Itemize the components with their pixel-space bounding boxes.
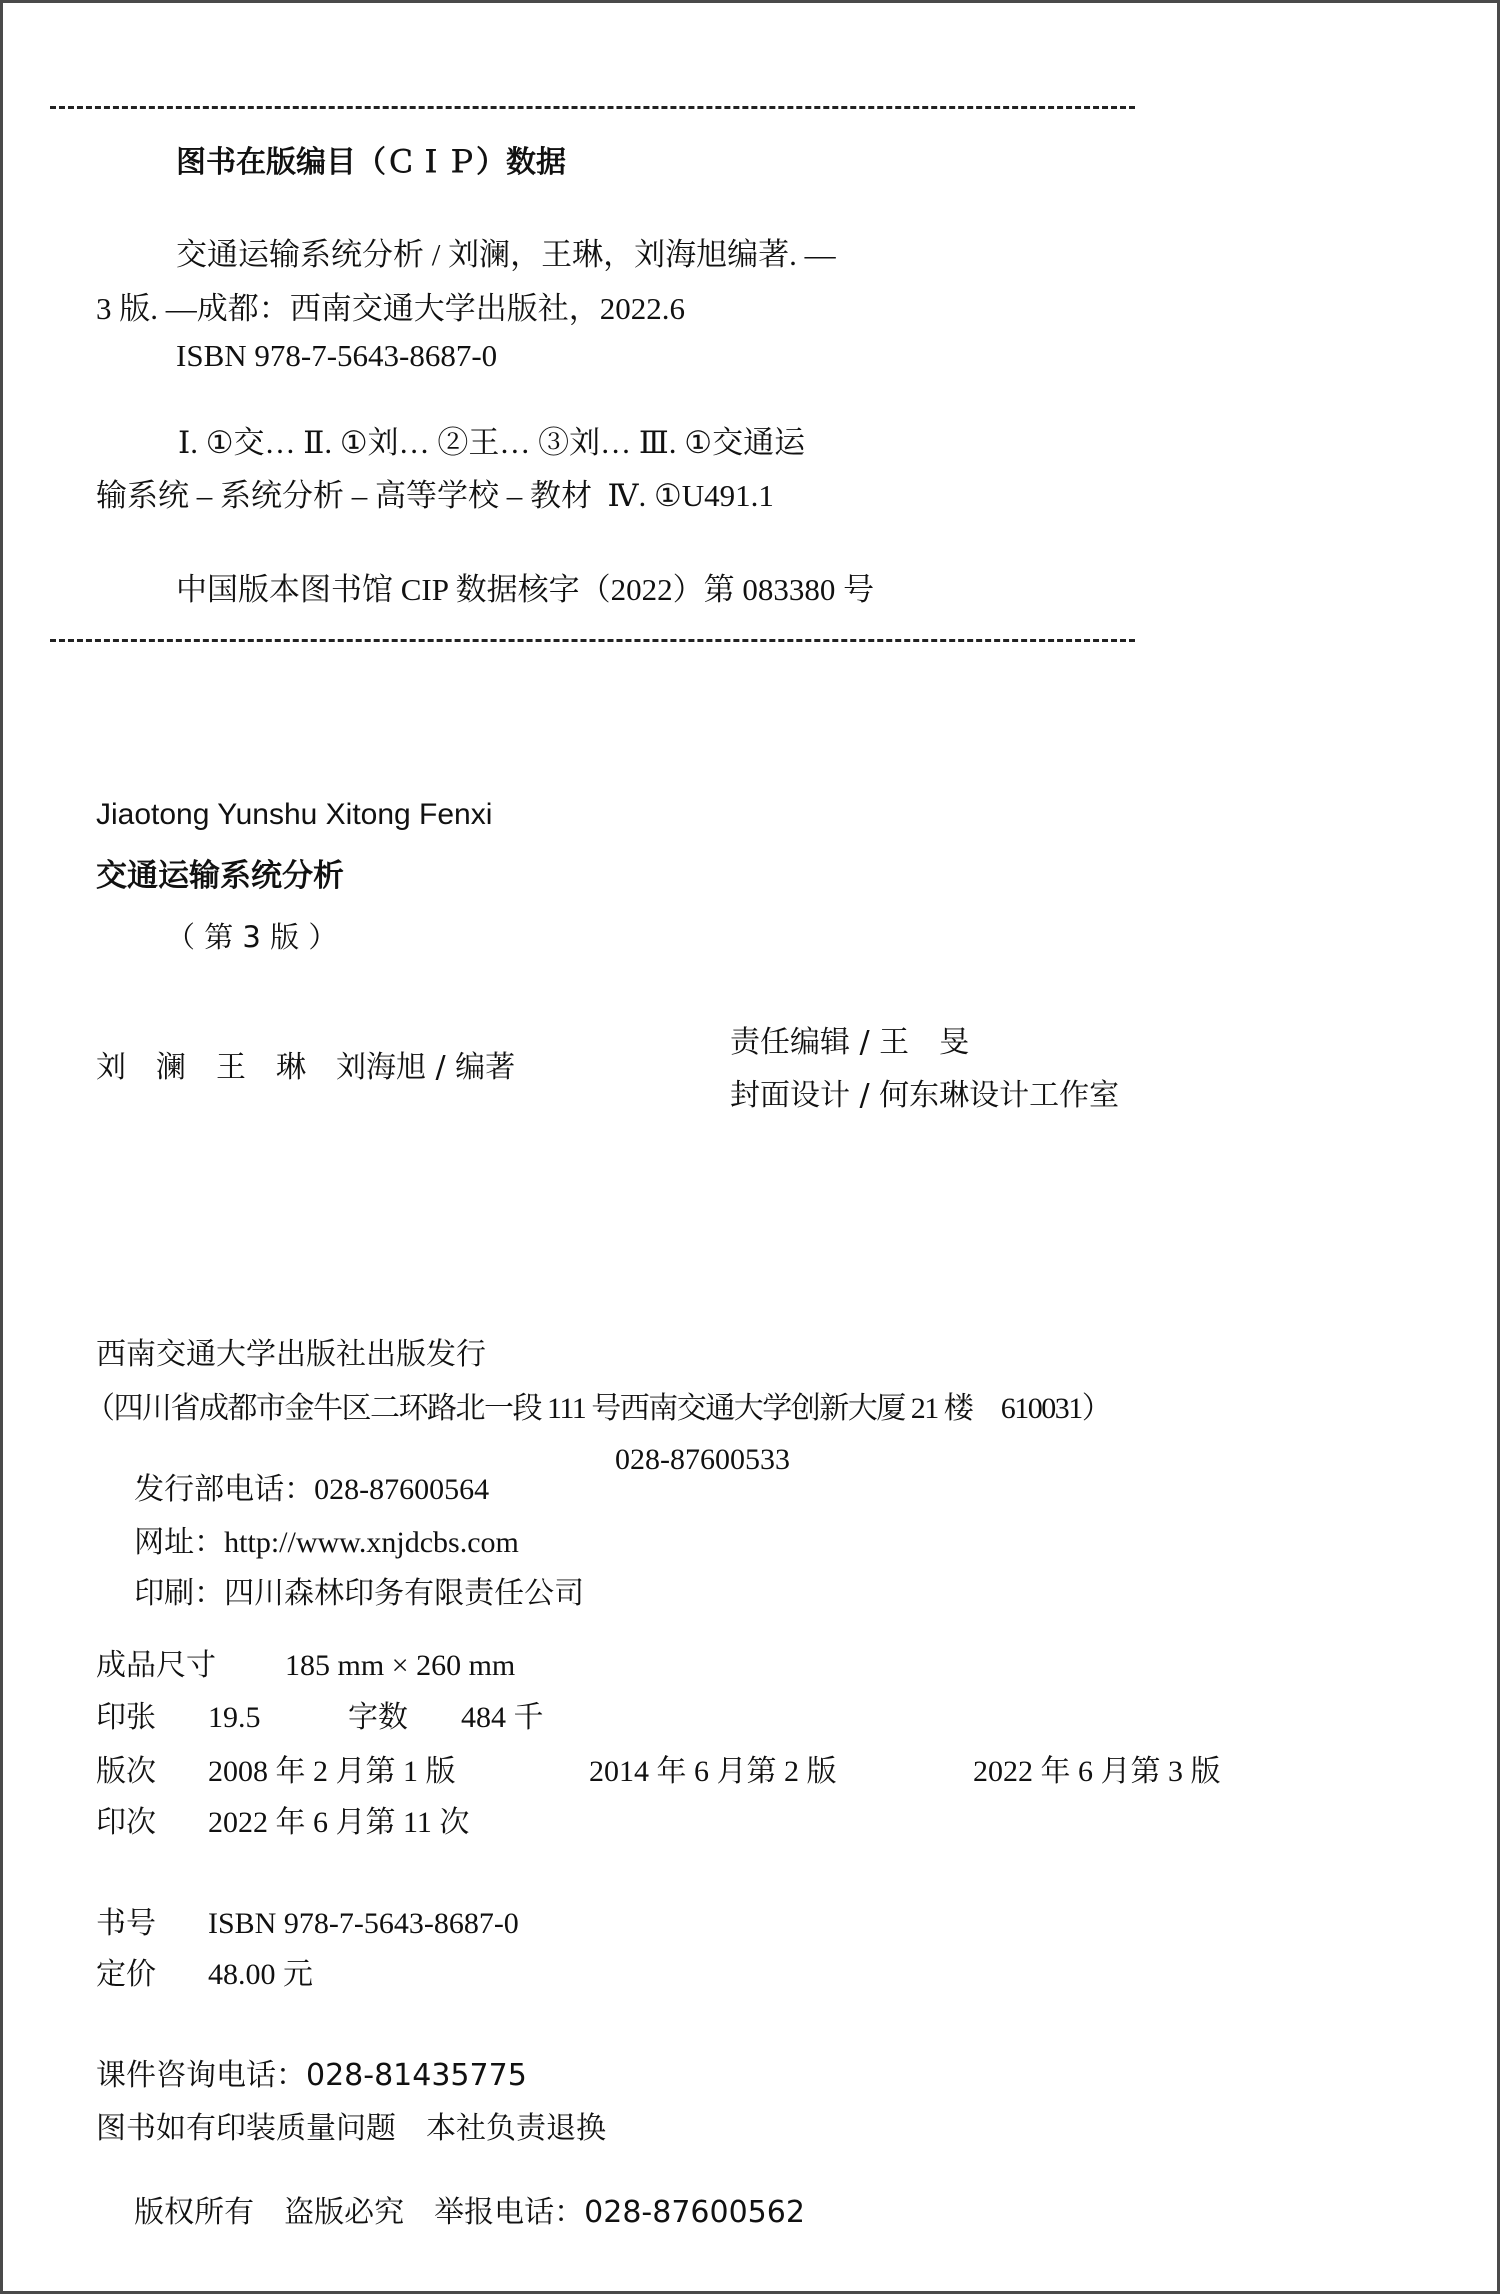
copyright-row xyxy=(96,2168,805,2258)
printing-value: 2022 年 6 月第 11 次 xyxy=(208,1806,470,1839)
website-label: 网址： xyxy=(134,1525,225,1560)
edition-2: 2014 年 6 月第 2 版 xyxy=(589,1755,837,1788)
cip-line-1: 交通运输系统分析 / 刘澜，王琳，刘海旭编著. — xyxy=(176,237,836,272)
phone-label: 发行部电话： xyxy=(134,1472,315,1507)
cip-subject-line-1: Ⅰ. ①交… Ⅱ. ①刘… ②王… ③刘… Ⅲ. ①交通运 xyxy=(178,425,806,460)
size-label: 成品尺寸 xyxy=(96,1648,216,1683)
copyright-notice: 版权所有 盗版必究 xyxy=(134,2195,405,2230)
phone-number-2: 028-87600533 xyxy=(615,1443,790,1476)
authors: 刘 澜 王 琳 刘海旭 / 编著 xyxy=(96,1050,516,1085)
sheets-value: 19.5 xyxy=(208,1701,261,1734)
book-title: 交通运输系统分析 xyxy=(96,858,344,894)
size-value: 185 mm × 260 mm xyxy=(285,1649,516,1682)
isbn-value: ISBN 978-7-5643-8687-0 xyxy=(208,1907,519,1940)
report-phone: 举报电话：028-87600562 xyxy=(434,2195,805,2230)
cip-heading: 图书在版编目（ＣＩＰ）数据 xyxy=(176,145,566,180)
printer-label: 印刷： xyxy=(134,1576,225,1611)
sheets-label: 印张 xyxy=(96,1700,156,1735)
words-label: 字数 xyxy=(348,1700,408,1735)
cip-line-2: 3 版. —成都：西南交通大学出版社，2022.6 xyxy=(96,291,685,326)
cip-isbn: ISBN 978-7-5643-8687-0 xyxy=(176,338,498,373)
bottom-dashed-divider xyxy=(50,639,1135,642)
publisher-name: 西南交通大学出版社出版发行 xyxy=(96,1337,486,1372)
pinyin-title: Jiaotong Yunshu Xitong Fenxi xyxy=(96,798,493,831)
website-link[interactable]: http://www.xnjdcbs.com xyxy=(224,1526,519,1559)
edition-3: 2022 年 6 月第 3 版 xyxy=(973,1755,1221,1788)
top-dashed-divider xyxy=(50,106,1135,109)
responsible-editor: 责任编辑 / 王 旻 xyxy=(730,1025,970,1060)
price-label: 定价 xyxy=(96,1957,156,1992)
cover-design: 封面设计 / 何东琳设计工作室 xyxy=(730,1078,1120,1113)
edition-1: 2008 年 2 月第 1 版 xyxy=(208,1755,456,1788)
words-value: 484 千 xyxy=(461,1701,544,1734)
phone-number-1: 028-87600564 xyxy=(314,1473,490,1506)
cip-subject-line-2: 输系统 – 系统分析 – 高等学校 – 教材 Ⅳ. ①U491.1 xyxy=(96,478,774,513)
edition: （ 第 3 版 ） xyxy=(166,920,338,954)
courseware-phone: 课件咨询电话：028-81435775 xyxy=(96,2058,527,2093)
editions-label: 版次 xyxy=(96,1754,156,1789)
publisher-address: （四川省成都市金牛区二环路北一段 111 号西南交通大学创新大厦 21 楼 610031） xyxy=(85,1392,1111,1425)
cip-record-number: 中国版本图书馆 CIP 数据核字（2022）第 083380 号 xyxy=(176,572,875,607)
printing-label: 印次 xyxy=(96,1805,156,1840)
printer-name: 四川森林印务有限责任公司 xyxy=(224,1576,585,1611)
price-value: 48.00 元 xyxy=(208,1958,313,1991)
printer-row xyxy=(96,1549,584,1639)
quality-notice: 图书如有印装质量问题 本社负责退换 xyxy=(96,2111,606,2146)
isbn-label: 书号 xyxy=(96,1906,156,1941)
